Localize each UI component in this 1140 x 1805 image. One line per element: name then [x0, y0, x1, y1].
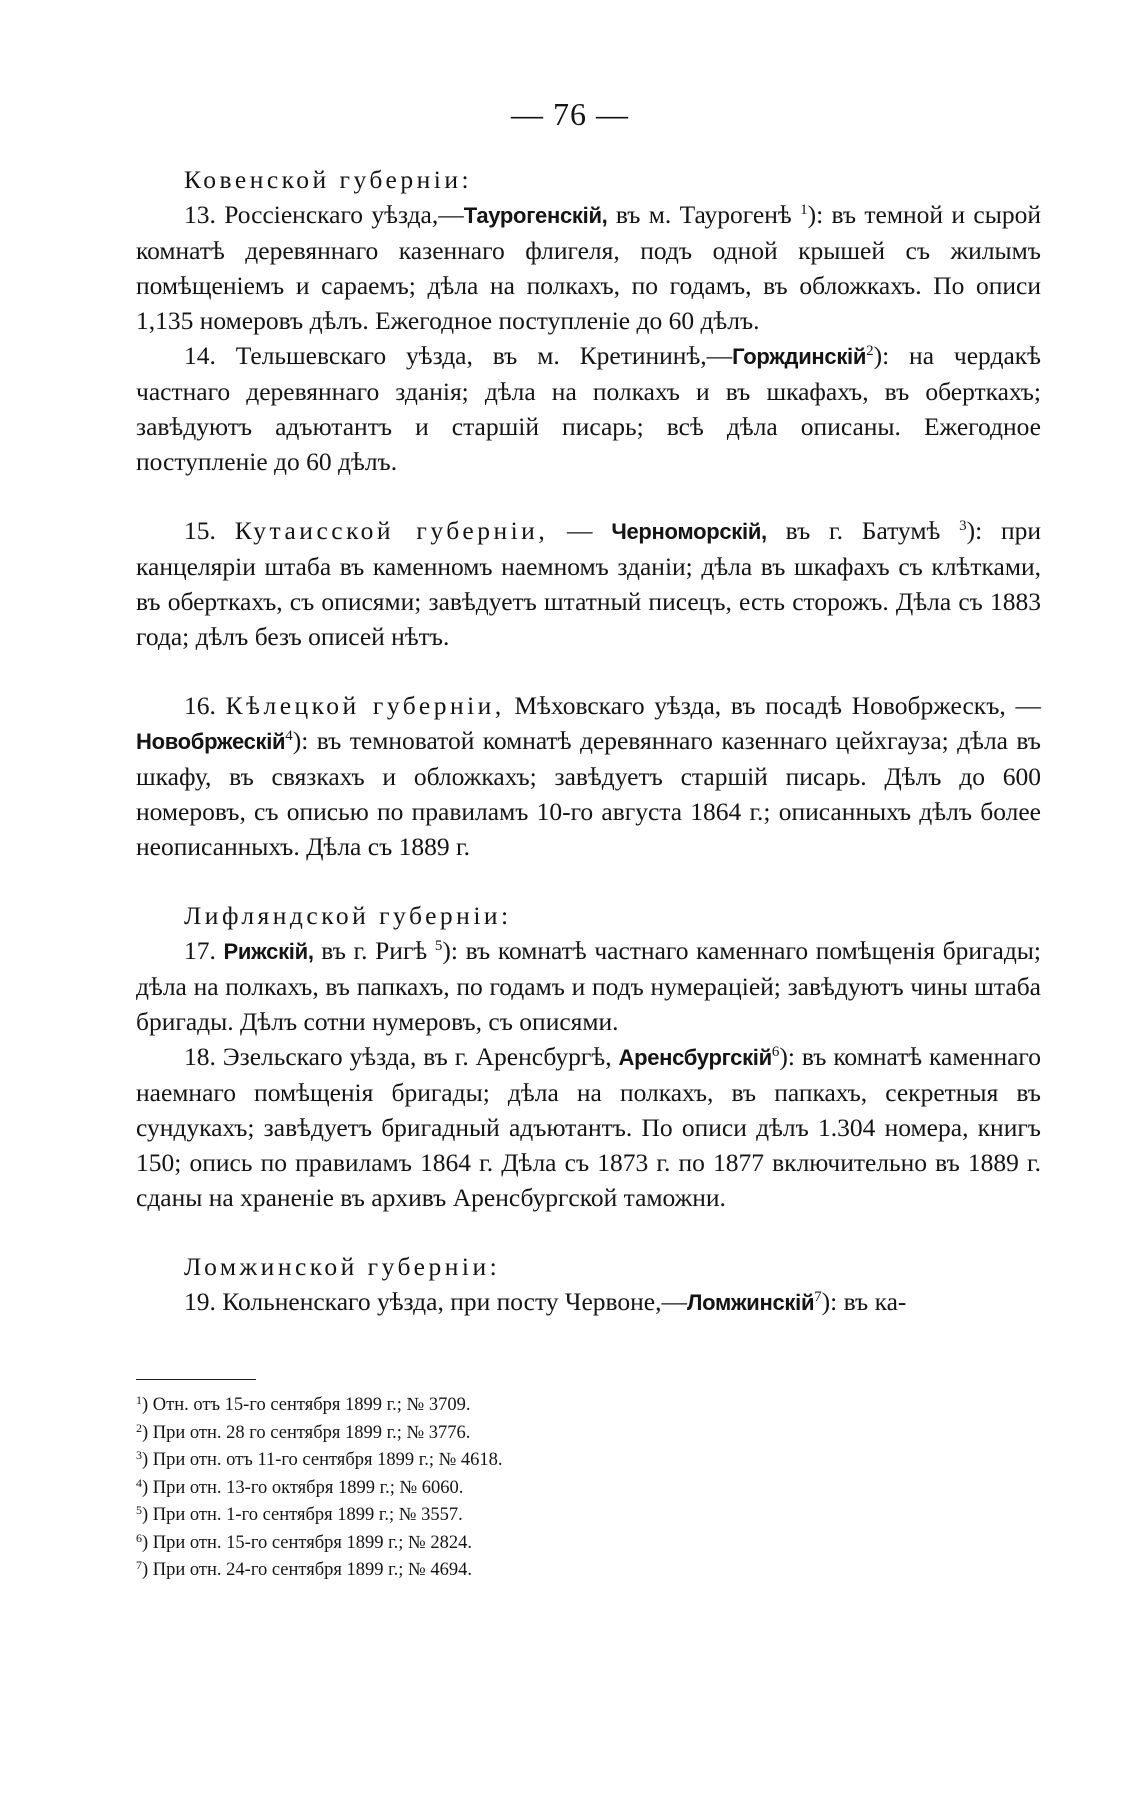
entry-14-description: ): на чердакѣ частнаго деревяннаго зданія; дѣла на полкахъ и въ шкафахъ, въ оберткахъ; завѣдуютъ адъютантъ и старшій писарь; всѣ дѣла описаны. Ежегодное поступленіе до 60 дѣлъ. — [136, 341, 1041, 476]
page-number: — 76 — — [511, 96, 629, 132]
entry-17 — [136, 933, 1041, 1039]
footnote-ref: 2 — [866, 343, 874, 359]
footnote-number: 5 — [136, 1503, 142, 1517]
footnote-text: ) При отн. 24-го сентября 1899 г.; № 4694. — [142, 1560, 472, 1580]
footnote-number: 7 — [136, 1558, 142, 1572]
footnote-ref: 6 — [771, 1044, 780, 1060]
entry-19 — [136, 1284, 1041, 1320]
entry-15-number: 15. — [184, 516, 235, 545]
entry-18-text: 18. Эзельскаго уѣзда, въ г. Аренсбургѣ, — [184, 1042, 619, 1071]
spacer — [136, 479, 1041, 513]
footnote-text: ) При отн. 13-го октября 1899 г.; № 6060. — [142, 1477, 464, 1498]
footnote — [136, 1557, 836, 1585]
footnote-number: 3 — [136, 1448, 142, 1462]
entry-13-text: 13. Россіенскаго уѣзда,— — [184, 200, 464, 229]
dash: — — [548, 516, 612, 545]
entry-16 — [136, 688, 1041, 864]
spacer — [136, 654, 1041, 688]
archive-name: Ломжинскій — [687, 1290, 815, 1315]
entry-17-description: ): въ комнатѣ частнаго каменнаго помѣщенія бригады; дѣла на полкахъ, въ папкахъ, по годамъ и подъ нумераціей; завѣдуютъ чины штаба бригады. Дѣлъ сотни нумеровъ, съ описями. — [136, 936, 1042, 1036]
entry-13 — [136, 197, 1041, 338]
section-heading-livonia: Лифляндской губерніи: — [184, 901, 512, 930]
footnote — [136, 1530, 836, 1558]
entry-16-location: Мѣховскаго уѣзда, въ посадѣ Новобржескъ, — — [504, 691, 1041, 720]
entry-13-description: ): въ темной и сырой комнатѣ деревяннаго казеннаго флигеля, подъ одной крышей съ жилымъ помѣщеніемъ и сараемъ; дѣла на полкахъ, по годамъ, въ обложкахъ. По описи 1,135 номеровъ дѣлъ. Ежегодное поступленіе до 60 дѣлъ. — [136, 200, 1041, 335]
footnote-number: 4 — [136, 1475, 142, 1490]
entry-16-description: ): въ темноватой комнатѣ деревяннаго казеннаго цейхгауза; дѣла въ шкафу, въ связкахъ и обложкахъ; завѣдуетъ старшій писарь. Дѣлъ до 600 номеровъ, съ описью по правиламъ 10-го августа 1864 г.; описанныхъ дѣлъ более неописанныхъ. Дѣла съ 1889 г. — [136, 726, 1041, 861]
entry-18-description: ): въ комнатѣ каменнаго наемнаго помѣщенія бригады; дѣла на полкахъ, въ папкахъ, секретныя въ сундукахъ; завѣдуетъ бригадный адъютантъ. По описи дѣлъ 1.304 номера, книгъ 150; опись по правиламъ 1864 г. Дѣла съ 1873 г. по 1877 включительно въ 1889 г. сданы на храненіе въ архивъ Аренсбургской таможни. — [136, 1042, 1041, 1212]
section-heading-kutais: Кутаисской губерніи, — [234, 516, 549, 545]
footnote — [136, 1392, 836, 1420]
footnote-text: ) При отн. 28 го сентября 1899 г.; № 3776. — [142, 1422, 471, 1443]
footnote-text: ) При отн. отъ 11-го сентября 1899 г.; № 4618. — [142, 1450, 503, 1470]
footnote — [136, 1475, 836, 1503]
archive-name: Черноморскій, — [611, 519, 767, 544]
footnote-ref: 4 — [285, 728, 293, 744]
footnote-divider — [136, 1379, 256, 1380]
entry-18 — [136, 1039, 1041, 1215]
archive-name: Горждинскій — [732, 344, 867, 369]
footnote-ref: 7 — [814, 1289, 822, 1305]
footnote — [136, 1420, 836, 1448]
entry-15 — [136, 513, 1041, 654]
entry-14 — [136, 338, 1041, 479]
entry-19-text: 19. Кольненскаго уѣзда, при посту Червоне,— — [184, 1287, 688, 1316]
section-heading-kovno: Ковенской губерніи: — [184, 165, 473, 194]
footnote-number: 1 — [136, 1393, 142, 1407]
entry-15-location: въ г. Батумѣ — [766, 516, 960, 545]
page-body — [136, 162, 1041, 1320]
archive-name: Новобржескій — [136, 729, 286, 754]
footnote-text: ) При отн. 1-го сентября 1899 г.; № 3557. — [142, 1505, 463, 1525]
footnote-ref: 5 — [434, 938, 443, 954]
footnote — [136, 1447, 836, 1475]
entry-19-description: ): въ ка- — [821, 1287, 907, 1316]
entry-15-description: ): при канцеляріи штаба въ каменномъ наемномъ зданіи; дѣла въ шкафахъ съ клѣтками, въ оберткахъ, съ описями; завѣдуетъ штатный писецъ, есть сторожъ. Дѣла съ 1883 года; дѣлъ безъ описей нѣтъ. — [136, 516, 1042, 651]
archive-name: Рижскій, — [223, 939, 314, 964]
archive-name: Таурогенскій, — [463, 203, 608, 228]
entry-16-number: 16. — [184, 691, 226, 720]
section-heading-kielce: Кѣлецкой губерніи, — [225, 691, 505, 720]
footnote-number: 2 — [136, 1420, 142, 1435]
footnote — [136, 1502, 836, 1530]
footnote-text: ) При отн. 15-го сентября 1899 г.; № 2824. — [142, 1532, 472, 1553]
archive-name: Аренсбургскій — [618, 1045, 772, 1070]
entry-17-location: въ г. Ригѣ — [313, 936, 435, 965]
footnote-ref: 1 — [800, 202, 808, 218]
entry-17-number: 17. — [184, 936, 224, 965]
entry-14-text: 14. Тельшевскаго уѣзда, въ м. Кретининѣ,— — [184, 341, 733, 370]
spacer — [136, 1215, 1041, 1249]
footnotes — [136, 1392, 836, 1585]
footnote-text: ) Отн. отъ 15-го сентября 1899 г.; № 3709. — [142, 1395, 471, 1415]
section-heading-lomza: Ломжинской губерніи: — [184, 1252, 501, 1281]
footnote-ref: 3 — [959, 518, 967, 534]
footnote-number: 6 — [136, 1530, 142, 1545]
spacer — [136, 864, 1041, 898]
entry-13-location: въ м. Таурогенѣ — [607, 200, 801, 229]
